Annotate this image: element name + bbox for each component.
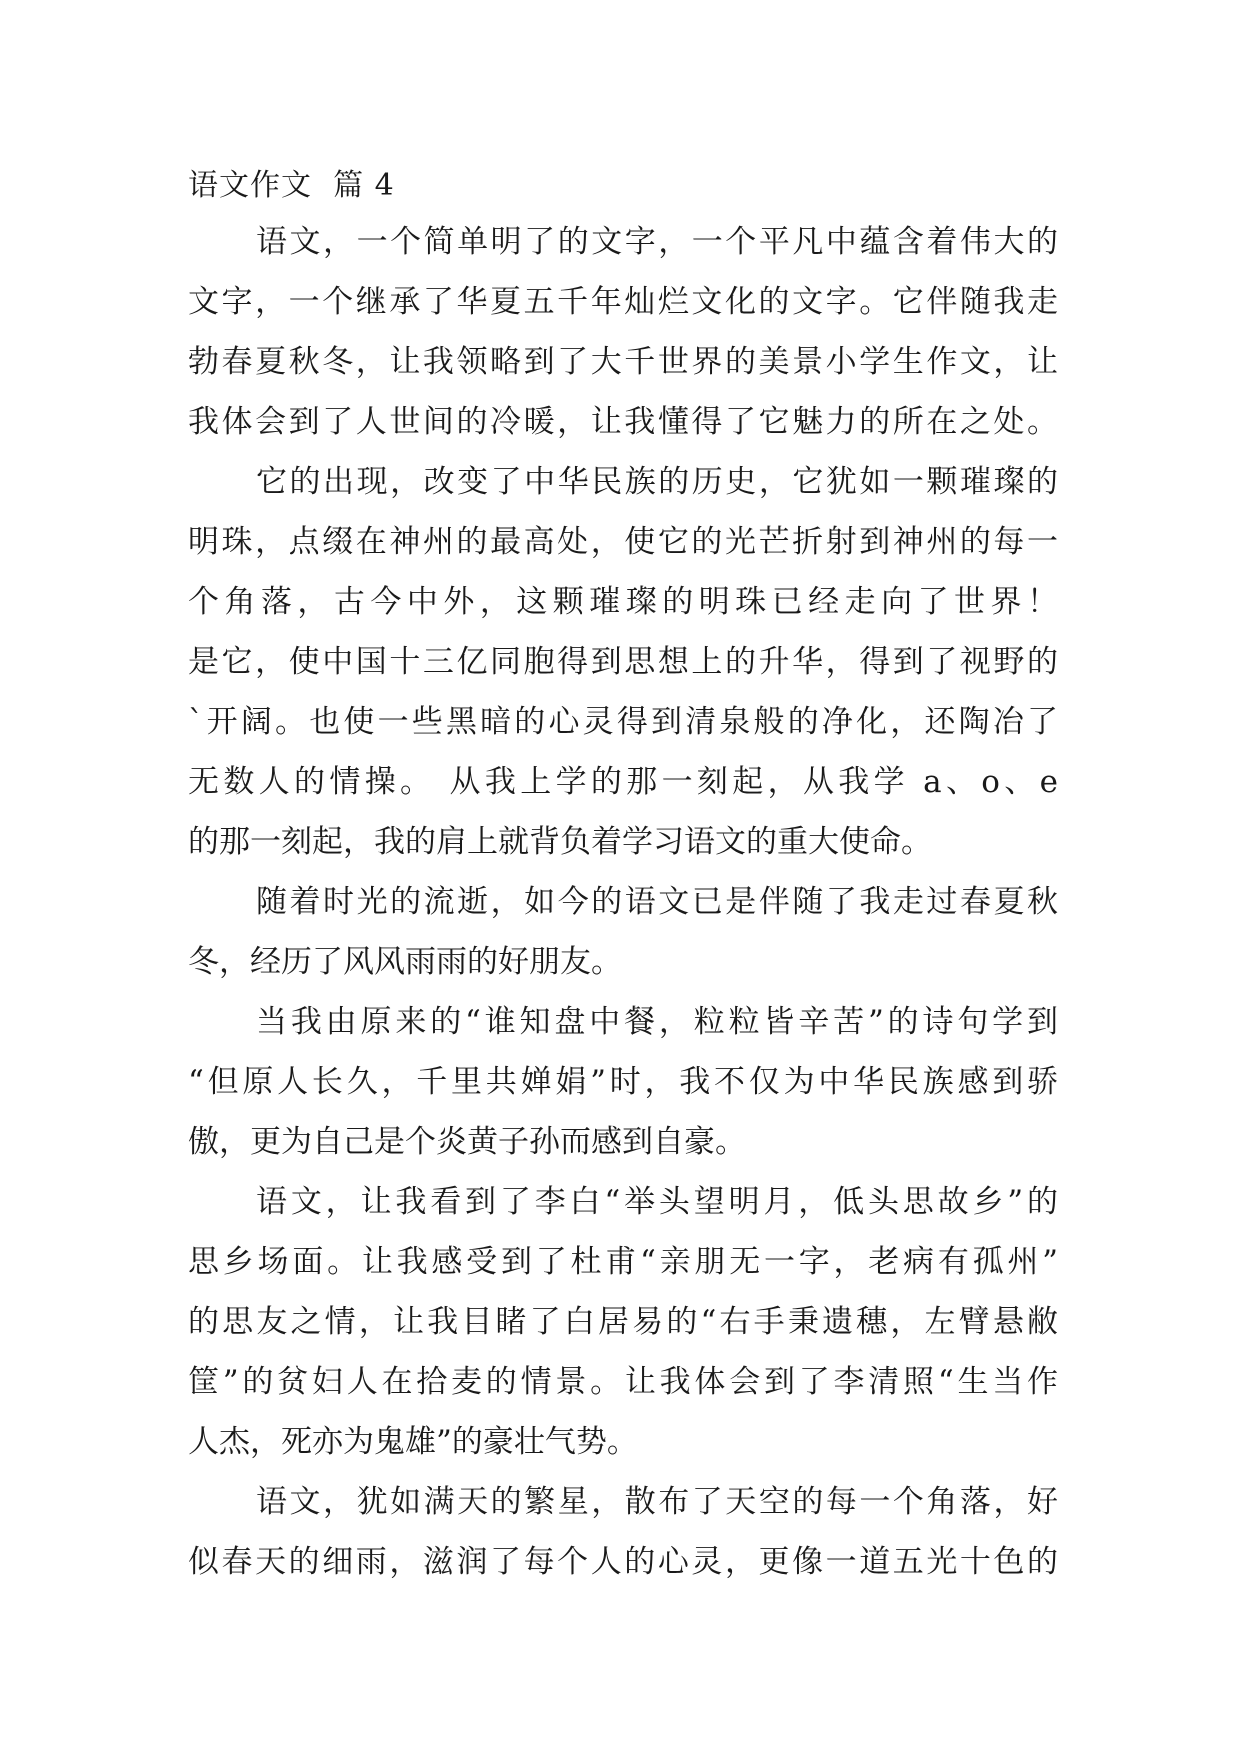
text-line: 个角落，古今中外，这颗璀璨的明珠已经走向了世界！ xyxy=(188,584,1058,620)
text-line: 它的出现，改变了中华民族的历史，它犹如一颗璀璨的 xyxy=(256,464,1058,500)
text-line: 当我由原来的“谁知盘中餐，粒粒皆辛苦”的诗句学到 xyxy=(256,1004,1058,1040)
text-line: 无数人的情操。 从我上学的那一刻起，从我学 a、o、e xyxy=(188,764,1058,800)
text-line: 明珠，点缀在神州的最高处，使它的光芒折射到神州的每一 xyxy=(188,524,1058,560)
text-line: “但原人长久，千里共婵娟”时，我不仅为中华民族感到骄 xyxy=(188,1064,1058,1100)
text-line: 思乡场面。让我感受到了杜甫“亲朋无一字，老病有孤州” xyxy=(188,1244,1058,1280)
text-line: 随着时光的流逝，如今的语文已是伴随了我走过春夏秋 xyxy=(256,884,1058,920)
text-line: 语文，让我看到了李白“举头望明月，低头思故乡”的 xyxy=(256,1184,1058,1220)
text-line: 人杰，死亦为鬼雄”的豪壮气势。 xyxy=(188,1424,638,1460)
text-line: `开阔。也使一些黑暗的心灵得到清泉般的净化，还陶冶了 xyxy=(188,704,1058,740)
text-line: 文字，一个继承了华夏五千年灿烂文化的文字。它伴随我走 xyxy=(188,284,1058,320)
text-line: 筐”的贫妇人在拾麦的情景。让我体会到了李清照“生当作 xyxy=(188,1364,1058,1400)
text-line: 我体会到了人世间的冷暖，让我懂得了它魅力的所在之处。 xyxy=(188,404,1058,440)
text-line: 语文，犹如满天的繁星，散布了天空的每一个角落，好 xyxy=(256,1484,1058,1520)
essay-title: 语文作文 篇 4 xyxy=(188,168,395,203)
text-line: 是它，使中国十三亿同胞得到思想上的升华，得到了视野的 xyxy=(188,644,1058,680)
text-line: 的那一刻起，我的肩上就背负着学习语文的重大使命。 xyxy=(188,824,932,860)
text-line: 勃春夏秋冬，让我领略到了大千世界的美景小学生作文，让 xyxy=(188,344,1058,380)
text-line: 傲，更为自己是个炎黄子孙而感到自豪。 xyxy=(188,1124,746,1160)
text-line: 的思友之情，让我目睹了白居易的“右手秉遗穗，左臂悬敝 xyxy=(188,1304,1058,1340)
text-line: 似春天的细雨，滋润了每个人的心灵，更像一道五光十色的 xyxy=(188,1544,1058,1580)
text-line: 语文，一个简单明了的文字，一个平凡中蕴含着伟大的 xyxy=(256,224,1058,260)
text-line: 冬，经历了风风雨雨的好朋友。 xyxy=(188,944,622,980)
